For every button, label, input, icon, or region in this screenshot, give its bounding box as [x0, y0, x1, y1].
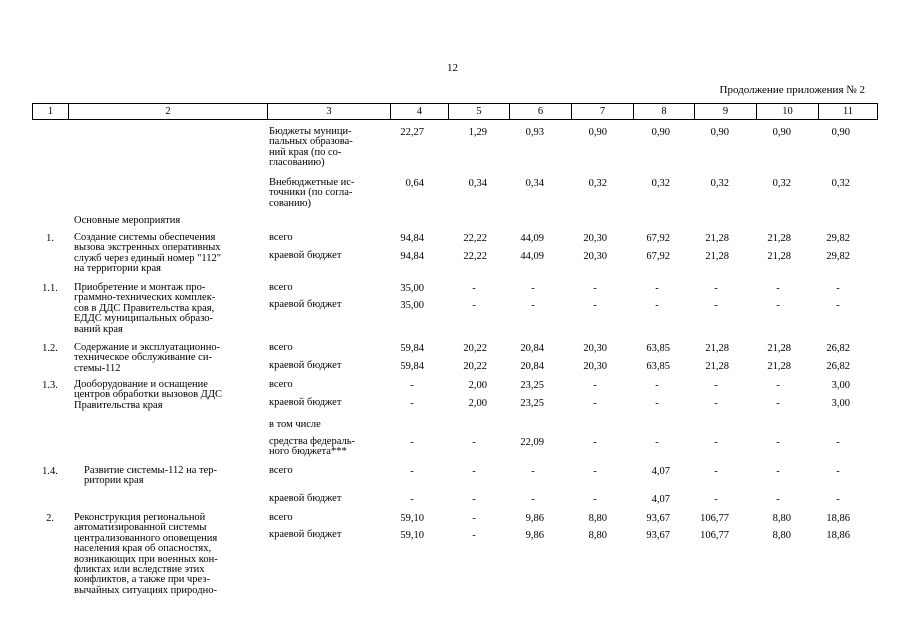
value-cell: 9,86 — [525, 513, 544, 524]
value-cell: 4,07 — [651, 494, 670, 505]
value-cell: - — [776, 283, 780, 294]
funding-source-line: Внебюджетные ис- — [269, 177, 355, 188]
value-cell: 0,90 — [831, 127, 850, 138]
value-cell: - — [836, 437, 840, 448]
col-header: 1 — [33, 104, 69, 120]
value-cell: - — [531, 494, 535, 505]
funding-source-line: краевой бюджет — [269, 299, 342, 310]
value-cell: - — [472, 437, 476, 448]
value-cell: - — [714, 300, 718, 311]
value-cell: - — [714, 437, 718, 448]
activity-name-line: сов в ДДС Правительства края, — [74, 302, 215, 314]
value-cell: - — [472, 283, 476, 294]
value-cell: - — [531, 283, 535, 294]
value-cell: - — [593, 380, 597, 391]
value-cell: 8,80 — [588, 530, 607, 541]
value-cell: 0,90 — [772, 127, 791, 138]
value-cell: 0,34 — [525, 178, 544, 189]
value-cell: 94,84 — [400, 233, 424, 244]
value-cell: 59,84 — [400, 343, 424, 354]
value-cell: - — [593, 437, 597, 448]
activity-name-line: Дооборудование и оснащение — [74, 379, 208, 390]
value-cell: - — [836, 283, 840, 294]
value-cell: 21,28 — [767, 343, 791, 354]
col-header: 7 — [572, 104, 634, 120]
value-cell: 93,67 — [646, 530, 670, 541]
row-number: 1. — [46, 233, 54, 244]
value-cell: 0,32 — [772, 178, 791, 189]
value-cell: 106,77 — [700, 513, 729, 524]
value-cell: 3,00 — [831, 380, 850, 391]
col-header: 5 — [449, 104, 510, 120]
value-cell: 44,09 — [520, 233, 544, 244]
funding-source-line: Бюджеты муници- — [269, 126, 352, 137]
value-cell: 2,00 — [468, 398, 487, 409]
activity-name-line: граммно-технических комплек- — [74, 292, 216, 304]
value-cell: - — [776, 494, 780, 505]
value-cell: 9,86 — [525, 530, 544, 541]
value-cell: - — [655, 437, 659, 448]
value-cell: - — [472, 494, 476, 505]
page-number: 12 — [447, 62, 458, 74]
value-cell: 20,84 — [520, 361, 544, 372]
value-cell: 21,28 — [767, 233, 791, 244]
funding-source-line: краевой бюджет — [269, 360, 342, 371]
activity-name-line: Создание системы обеспечения — [74, 232, 216, 243]
col-header: 11 — [819, 104, 878, 120]
activity-name-line: возникающих при военных кон- — [74, 553, 218, 565]
activity-name-line: служб через единый номер "112" — [74, 252, 222, 264]
value-cell: 0,90 — [710, 127, 729, 138]
activity-name-line: Реконструкция региональной — [74, 512, 206, 523]
value-cell: - — [776, 466, 780, 477]
value-cell: 23,25 — [520, 380, 544, 391]
value-cell: - — [714, 283, 718, 294]
col-header: 4 — [391, 104, 449, 120]
value-cell: 0,32 — [588, 178, 607, 189]
value-cell: 21,28 — [705, 343, 729, 354]
value-cell: - — [410, 437, 414, 448]
value-cell: - — [593, 283, 597, 294]
activity-name-line: на территории края — [74, 263, 161, 275]
value-cell: - — [714, 466, 718, 477]
value-cell: - — [531, 300, 535, 311]
value-cell: 29,82 — [826, 233, 850, 244]
value-cell: 21,28 — [705, 361, 729, 372]
value-cell: 20,30 — [583, 343, 607, 354]
value-cell: 44,09 — [520, 251, 544, 262]
value-cell: 21,28 — [705, 233, 729, 244]
value-cell: 93,67 — [646, 513, 670, 524]
activity-name-line: конфликтов, а также при чрез- — [74, 574, 210, 586]
col-header: 3 — [268, 104, 391, 120]
value-cell: 20,30 — [583, 251, 607, 262]
value-cell: 59,10 — [400, 530, 424, 541]
activity-name-line: Содержание и эксплуатационно- — [74, 342, 221, 353]
value-cell: - — [410, 466, 414, 477]
value-cell: 0,34 — [468, 178, 487, 189]
funding-source-line: сованию) — [269, 197, 311, 209]
funding-source-line: пальных образова- — [269, 136, 353, 148]
col-header: 6 — [510, 104, 572, 120]
value-cell: 2,00 — [468, 380, 487, 391]
value-cell: 8,80 — [772, 530, 791, 541]
value-cell: 8,80 — [588, 513, 607, 524]
value-cell: - — [410, 494, 414, 505]
col-header: 9 — [695, 104, 757, 120]
value-cell: - — [836, 300, 840, 311]
value-cell: - — [593, 300, 597, 311]
value-cell: 22,22 — [463, 251, 487, 262]
value-cell: 23,25 — [520, 398, 544, 409]
value-cell: 8,80 — [772, 513, 791, 524]
value-cell: 22,27 — [400, 127, 424, 138]
value-cell: 20,30 — [583, 233, 607, 244]
activity-name-line: Правительства края — [74, 399, 163, 411]
row-number: 1.4. — [42, 466, 58, 477]
value-cell: 26,82 — [826, 361, 850, 372]
activity-name-line: ритории края — [84, 475, 144, 487]
value-cell: 20,22 — [463, 343, 487, 354]
row-number: 2. — [46, 513, 54, 524]
value-cell: - — [593, 398, 597, 409]
col-header: 8 — [634, 104, 695, 120]
funding-source-line: всего — [269, 232, 293, 243]
activity-name-line: Основные мероприятия — [74, 215, 181, 226]
table-header — [32, 103, 878, 120]
activity-name-line: ваний края — [74, 323, 123, 335]
value-cell: - — [593, 466, 597, 477]
value-cell: - — [655, 398, 659, 409]
value-cell: 18,86 — [826, 530, 850, 541]
activity-name-line: стемы-112 — [74, 362, 121, 374]
funding-source-line: краевой бюджет — [269, 493, 342, 504]
funding-source-line: краевой бюджет — [269, 397, 342, 408]
funding-source-line: ного бюджета*** — [269, 446, 347, 458]
value-cell: 18,86 — [826, 513, 850, 524]
value-cell: 0,32 — [831, 178, 850, 189]
activity-name-line: центров обработки вызовов ДДС — [74, 389, 222, 401]
value-cell: - — [776, 380, 780, 391]
funding-source-line: всего — [269, 282, 293, 293]
value-cell: 0,93 — [525, 127, 544, 138]
activity-name-line: Приобретение и монтаж про- — [74, 282, 206, 293]
value-cell: 20,22 — [463, 361, 487, 372]
value-cell: 59,10 — [400, 513, 424, 524]
value-cell: 67,92 — [646, 251, 670, 262]
activity-name-line: централизованного оповещения — [74, 532, 218, 544]
activity-name-line: Развитие системы-112 на тер- — [84, 465, 217, 476]
col-header: 10 — [757, 104, 819, 120]
value-cell: 21,28 — [705, 251, 729, 262]
activity-name-line: автоматизированной системы — [74, 522, 207, 534]
value-cell: - — [472, 513, 476, 524]
value-cell: 20,84 — [520, 343, 544, 354]
value-cell: - — [472, 530, 476, 541]
funding-source-line: всего — [269, 342, 293, 353]
value-cell: 35,00 — [400, 300, 424, 311]
value-cell: - — [714, 494, 718, 505]
funding-source-line: в том числе — [269, 419, 321, 430]
value-cell: 0,90 — [651, 127, 670, 138]
funding-source-line: краевой бюджет — [269, 250, 342, 261]
value-cell: - — [410, 380, 414, 391]
value-cell: 35,00 — [400, 283, 424, 294]
value-cell: 63,85 — [646, 343, 670, 354]
value-cell: 63,85 — [646, 361, 670, 372]
activity-name-line: ЕДДС муниципальных образо- — [74, 313, 214, 325]
col-header: 2 — [69, 104, 268, 120]
continuation-caption: Продолжение приложения № 2 — [719, 84, 865, 96]
activity-name-line: фликтах или вследствие этих — [74, 564, 205, 575]
value-cell: 20,30 — [583, 361, 607, 372]
row-number: 1.2. — [42, 343, 58, 354]
value-cell: - — [836, 494, 840, 505]
value-cell: - — [593, 494, 597, 505]
value-cell: - — [776, 398, 780, 409]
value-cell: 29,82 — [826, 251, 850, 262]
funding-source-line: краевой бюджет — [269, 529, 342, 540]
value-cell: 21,28 — [767, 361, 791, 372]
value-cell: - — [655, 283, 659, 294]
value-cell: 0,32 — [651, 178, 670, 189]
funding-source-line: всего — [269, 512, 293, 523]
value-cell: 0,64 — [405, 178, 424, 189]
funding-source-line: всего — [269, 465, 293, 476]
value-cell: - — [776, 300, 780, 311]
row-number: 1.3. — [42, 380, 58, 391]
value-cell: 94,84 — [400, 251, 424, 262]
activity-name-line: вычайных ситуациях природно- — [74, 584, 217, 596]
value-cell: - — [531, 466, 535, 477]
value-cell: - — [714, 380, 718, 391]
funding-source-line: ний края (по со- — [269, 146, 342, 158]
funding-source-line: всего — [269, 379, 293, 390]
funding-source-line: средства федераль- — [269, 436, 355, 447]
value-cell: 22,22 — [463, 233, 487, 244]
value-cell: 1,29 — [468, 127, 487, 138]
value-cell: - — [655, 380, 659, 391]
value-cell: 0,90 — [588, 127, 607, 138]
activity-name-line: вызова экстренных оперативных — [74, 242, 221, 254]
activity-name-line: техническое обслуживание си- — [74, 352, 212, 364]
activity-name-line: населения края об опасностях, — [74, 543, 212, 555]
value-cell: 0,32 — [710, 178, 729, 189]
value-cell: 67,92 — [646, 233, 670, 244]
value-cell: - — [472, 466, 476, 477]
value-cell: 21,28 — [767, 251, 791, 262]
value-cell: - — [776, 437, 780, 448]
funding-source-line: точники (по согла- — [269, 187, 353, 199]
value-cell: 106,77 — [700, 530, 729, 541]
value-cell: - — [472, 300, 476, 311]
value-cell: 59,84 — [400, 361, 424, 372]
value-cell: 26,82 — [826, 343, 850, 354]
funding-source-line: гласованию) — [269, 157, 325, 169]
value-cell: - — [410, 398, 414, 409]
value-cell: - — [836, 466, 840, 477]
value-cell: - — [655, 300, 659, 311]
row-number: 1.1. — [42, 283, 58, 294]
value-cell: - — [714, 398, 718, 409]
value-cell: 4,07 — [651, 466, 670, 477]
value-cell: 22,09 — [520, 437, 544, 448]
value-cell: 3,00 — [831, 398, 850, 409]
